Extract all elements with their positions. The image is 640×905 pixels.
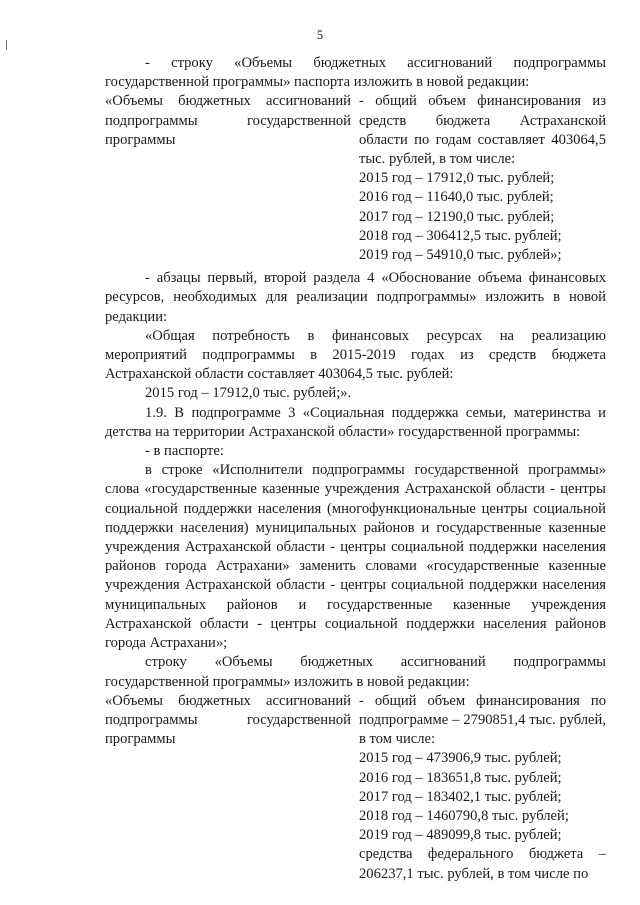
budget-table-1-line: 2017 год – 12190,0 тыс. рублей;: [359, 208, 555, 225]
paragraph-2: - абзацы первый, второй раздела 4 «Обоснование объема финансовых ресурсов, необходимых для реализации подпрограммы» изложить в новой редакции:: [105, 270, 606, 325]
budget-table-2-line: 2015 год – 473906,9 тыс. рублей;: [359, 750, 562, 767]
budget-table-2-label: «Объемы бюджетных ассигнований подпрограммы государственной программы: [105, 692, 351, 748]
budget-table-2-line: - общий объем финансирования по подпрограмме – 2790851,4 тыс. рублей, в том числе:: [359, 692, 606, 748]
budget-table-1-values: [359, 92, 606, 265]
budget-table-1-line: 2019 год – 54910,0 тыс. рублей»;: [359, 247, 562, 264]
budget-table-1-line: 2015 год – 17912,0 тыс. рублей;: [359, 170, 555, 187]
paragraph-8: строку «Объемы бюджетных ассигнований подпрограммы государственной программы» изложить в новой редакции:: [105, 654, 606, 690]
paragraph-1: - строку «Объемы бюджетных ассигнований подпрограммы государственной программы» паспорта изложить в новой редакции:: [105, 55, 606, 91]
budget-table-2-values: [359, 692, 606, 884]
budget-table-2-line: 2018 год – 1460790,8 тыс. рублей;: [359, 807, 569, 824]
budget-table-1-line: - общий объем финансирования из средств бюджета Астраханской области по годам составляет 403064,5 тыс. рублей, в том числе:: [359, 93, 606, 168]
page-number: 5: [316, 28, 324, 42]
budget-table-2-line: средства федерального бюджета – 206237,1 тыс. рублей, в том числе по: [359, 846, 606, 882]
budget-table-2: [105, 692, 606, 884]
paragraph-7: в строке «Исполнители подпрограммы государственной программы» слова «государственные казенные учреждения Астраханской области - центры социальной поддержки населения (многофункциональные центры социальной поддержки населения) муниципальных районов и государственные казенные учреждения Астраханской области - центры социальной поддержки населения районов города Астрахани» заменить словами «государственные казенные учреждения Астраханской области - центры социальной поддержки населения муниципальных районов и государственные казенные учреждения Астраханской области - центры социальной поддержки населения районов города Астрахани»;: [105, 462, 606, 652]
budget-table-2-line: 2017 год – 183402,1 тыс. рублей;: [359, 788, 562, 805]
margin-mark: [6, 40, 7, 50]
paragraph-5: 1.9. В подпрограмме 3 «Социальная поддержка семьи, материнства и детства на территории Астраханской области» государственной программы:: [105, 404, 606, 440]
paragraph-4: 2015 год – 17912,0 тыс. рублей;».: [145, 385, 352, 402]
paragraph-3: «Общая потребность в финансовых ресурсах на реализацию мероприятий подпрограммы в 2015-2019 годах из средств бюджета Астраханской области составляет 403064,5 тыс. рублей:: [105, 327, 606, 383]
paragraph-6: - в паспорте:: [145, 443, 224, 460]
budget-table-2-line: 2016 год – 183651,8 тыс. рублей;: [359, 769, 562, 786]
budget-table-1-line: 2018 год – 306412,5 тыс. рублей;: [359, 227, 562, 244]
budget-table-1-line: 2016 год – 11640,0 тыс. рублей;: [359, 189, 554, 206]
document-body: [105, 54, 606, 884]
budget-table-1-label: «Объемы бюджетных ассигнований подпрограммы государственной программы: [105, 93, 351, 148]
budget-table-1: [105, 92, 606, 265]
budget-table-2-line: 2019 год – 489099,8 тыс. рублей;: [359, 827, 562, 844]
